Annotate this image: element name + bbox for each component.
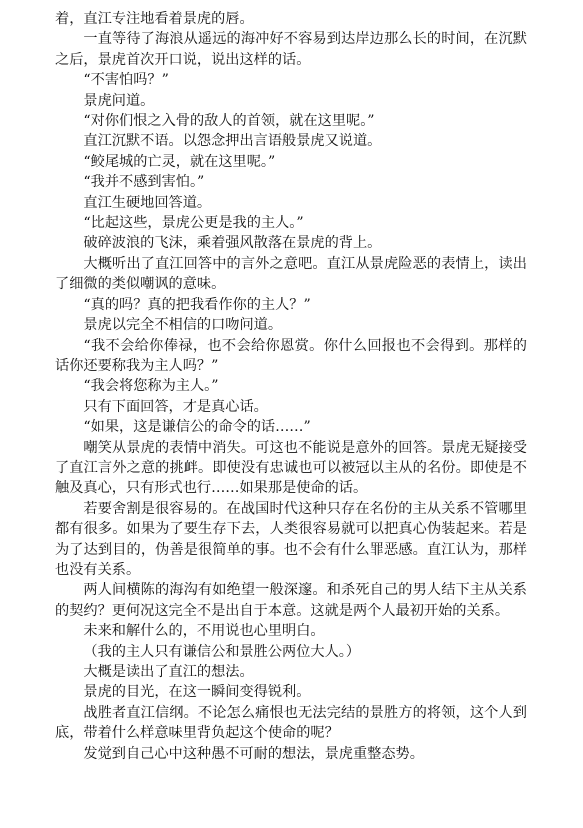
paragraph: 嘲笑从景虎的表情中消失。可这也不能说是意外的回答。景虎无疑接受了直江言外之意的挑衅。即使没有忠诚也可以被冠以主从的名份。即使是不触及真心，只有形式也行……如果那是使命的话。 <box>55 439 527 497</box>
paragraph: （我的主人只有谦信公和景胜公两位大人。） <box>83 643 361 660</box>
paragraph: “比起这些，景虎公更是我的主人。” <box>83 215 304 232</box>
paragraph: “如果，这是谦信公的命令的话……” <box>83 419 311 436</box>
paragraph: 着，直江专注地看着景虎的唇。 <box>55 11 254 27</box>
paragraph: 未来和解什么的，不用说也心里明白。 <box>83 623 325 640</box>
paragraph: 两人间横陈的海沟有如绝望一般深邃。和杀死自己的男人结下主从关系的契约？更何况这完全不是出自于本意。这就是两个人最初开始的关系。 <box>55 582 527 619</box>
paragraph: “不害怕吗？” <box>83 72 169 89</box>
paragraph: 景虎的目光，在这一瞬间变得锐利。 <box>83 684 311 701</box>
paragraph: 一直等待了海浪从遥远的海冲好不容易到达岸边那么长的时间，在沉默之后，景虎首次开口说，说出这样的话。 <box>55 31 527 68</box>
paragraph: 直江沉默不语。以怨念押出言语般景虎又说道。 <box>83 133 382 150</box>
paragraph: 只有下面回答，才是真心话。 <box>83 398 268 415</box>
paragraph: “我并不感到害怕。” <box>83 174 205 191</box>
paragraph: 战胜者直江信纲。不论怎么痛恨也无法完结的景胜方的将领，这个人到底，带着什么样意味里背负起这个使命的呢？ <box>55 704 527 742</box>
paragraph: 大概是读出了直江的想法。 <box>83 664 254 680</box>
body-text <box>55 9 527 764</box>
paragraph: “对你们恨之入骨的敌人的首领，就在这里呢。” <box>83 113 375 130</box>
paragraph: “我会将您称为主人。” <box>83 378 219 395</box>
paragraph: “真的吗？真的把我看作你的主人？” <box>83 296 311 313</box>
paragraph: 大概听出了直江回答中的言外之意吧。直江从景虎险恶的表情上，读出了细微的类似嘲讽的意味。 <box>55 255 527 293</box>
paragraph: 若要舍割是很容易的。在战国时代这种只存在名份的主从关系不管哪里都有很多。如果为了要生存下去，人类很容易就可以把真心伪装起来。若是为了达到目的，伪善是很简单的事。也不会有什么罪恶感。直江认为，那样也没有关系。 <box>55 500 527 578</box>
paragraph: “我不会给你俸禄，也不会给你恩赏。你什么回报也不会得到。那样的话你还要称我为主人吗？” <box>55 337 527 374</box>
paragraph: “鲛尾城的亡灵，就在这里呢。” <box>83 153 276 170</box>
paragraph: 直江生硬地回答道。 <box>83 194 212 211</box>
paragraph: 发觉到自己心中这种愚不可耐的想法，景虎重整态势。 <box>83 745 424 762</box>
paragraph: 景虎问道。 <box>83 92 155 109</box>
paragraph: 景虎以完全不相信的口吻问道。 <box>83 317 283 334</box>
paragraph: 破碎波浪的飞沫，乘着强风散落在景虎的背上。 <box>83 235 382 252</box>
